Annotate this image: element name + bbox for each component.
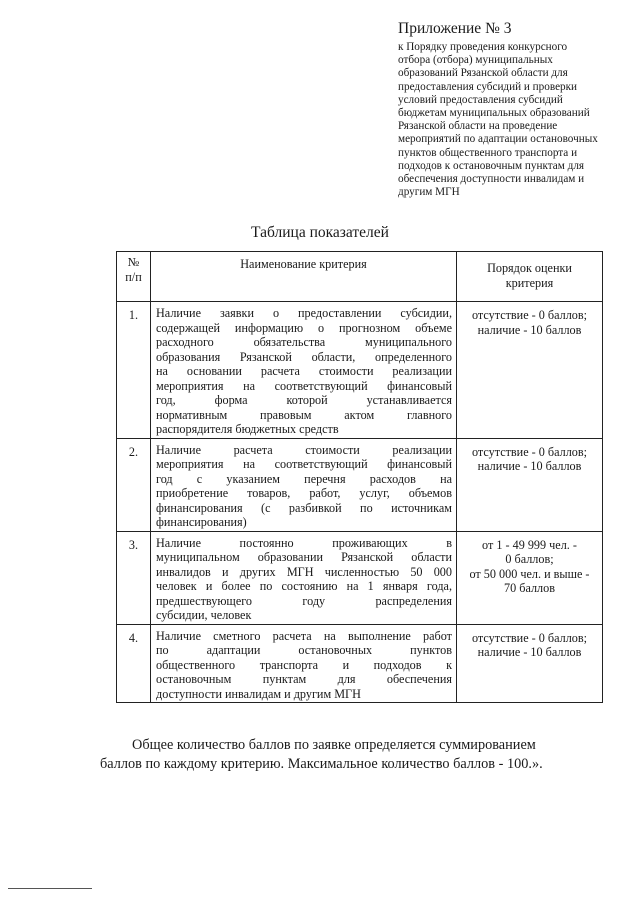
appendix-line: подходов к остановочным пунктам для [398, 159, 585, 172]
criterion-line: Наличие постоянно проживающих в [156, 535, 452, 550]
criterion-line: распорядителя бюджетных средств [156, 422, 339, 436]
table-title: Таблица показателей [251, 224, 389, 241]
evaluation-order [457, 438, 603, 531]
footnote-divider [8, 888, 92, 889]
criterion-line: год с указанием перечня расходов на [156, 471, 452, 486]
criterion-line: доступности инвалидам и другим МГН [156, 686, 361, 701]
summary-line: баллов по каждому критерию. Максимальное количество баллов - 100.». [100, 756, 543, 772]
criterion-line: расходного обязательства муниципального [156, 335, 452, 349]
order-line: наличие - 10 баллов [477, 322, 582, 337]
row-number: 3. [117, 531, 151, 624]
appendix-line: к Порядку проведения конкурсного [398, 41, 568, 53]
order-line: наличие - 10 баллов [477, 645, 582, 659]
table-row [117, 438, 603, 531]
table-header-row [117, 252, 603, 302]
order-line: 70 баллов [504, 581, 555, 595]
criteria-table [116, 251, 603, 703]
summary-paragraph [100, 736, 605, 774]
criterion-line: финансирования (с разбивкой по источникам [156, 500, 452, 515]
header-number-abbr: п/п [125, 269, 142, 284]
appendix-line: Рязанской области на проведение [398, 120, 558, 133]
criterion-text [151, 302, 457, 439]
order-line: от 1 - 49 999 чел. - [482, 537, 577, 552]
criterion-line: по адаптации остановочных пунктов [156, 643, 452, 657]
criterion-text [151, 624, 457, 703]
appendix-line: предоставления субсидий и проверки [398, 80, 578, 93]
evaluation-order [457, 302, 603, 439]
criterion-line: муниципальном образовании Рязанской области [156, 550, 452, 564]
appendix-header [398, 20, 620, 199]
criterion-line: год, форма которой устанавливается [156, 393, 452, 407]
criterion-line: нормативным правовым актом главного [156, 407, 452, 422]
appendix-line: бюджетам муниципальных образований [398, 107, 590, 120]
header-evaluation-order [457, 252, 603, 302]
header-number-symbol: № [127, 255, 140, 269]
appendix-line: условий предоставления субсидий [398, 93, 563, 106]
order-line: отсутствие - 0 баллов; [471, 444, 588, 459]
appendix-line: мероприятий по адаптации остановочных [398, 133, 598, 146]
criterion-line: общественного транспорта и подходов к [156, 657, 452, 672]
criterion-line: инвалидов и других МГН численностью 50 000 [156, 564, 452, 579]
appendix-line: образований Рязанской области для [398, 67, 568, 80]
criterion-line: приобретение товаров, работ, услуг, объемов [156, 486, 452, 500]
criterion-line: мероприятия на соответствующий финансовый [156, 378, 452, 393]
appendix-description [398, 41, 620, 199]
evaluation-order [457, 531, 603, 624]
criterion-line: человек и более по состоянию на 1 января года, [156, 579, 452, 593]
criterion-line: остановочным пунктам для обеспечения [156, 672, 452, 686]
table-row [117, 624, 603, 703]
order-line: от 50 000 чел. и выше - [469, 566, 590, 581]
header-order-line: критерия [505, 275, 554, 290]
criterion-line: предшествующего году распределения [156, 593, 452, 608]
criterion-line: субсидии, человек [156, 608, 252, 622]
criterion-line: образования Рязанской области, определенного [156, 349, 452, 364]
table-row [117, 531, 603, 624]
order-line: отсутствие - 0 баллов; [471, 630, 588, 645]
order-line: 0 баллов; [505, 552, 554, 566]
summary-line: Общее количество баллов по заявке определяется суммированием [132, 737, 536, 753]
order-line: отсутствие - 0 баллов; [471, 308, 588, 322]
appendix-line: другим МГН [398, 186, 460, 199]
row-number: 2. [117, 438, 151, 531]
criterion-line: финансирования) [156, 515, 247, 529]
order-line: наличие - 10 баллов [477, 459, 582, 473]
criterion-line: содержащей информацию о прогнозном объеме [156, 320, 452, 335]
criterion-text [151, 438, 457, 531]
criterion-line: на основании расчета стоимости реализации [156, 364, 452, 378]
evaluation-order [457, 624, 603, 703]
row-number: 4. [117, 624, 151, 703]
criterion-line: Наличие сметного расчета на выполнение работ [156, 628, 452, 643]
header-criterion-name: Наименование критерия [151, 252, 457, 302]
criterion-line: Наличие заявки о предоставлении субсидии, [156, 306, 452, 320]
header-number [117, 252, 151, 302]
criterion-line: мероприятия на соответствующий финансовый [156, 457, 452, 471]
row-number: 1. [117, 302, 151, 439]
appendix-line: пунктов общественного транспорта и [398, 146, 578, 159]
appendix-line: отбора (отбора) муниципальных [398, 54, 553, 67]
header-order-line: Порядок оценки [487, 261, 572, 275]
appendix-title: Приложение № 3 [398, 20, 512, 37]
criterion-text [151, 531, 457, 624]
appendix-line: обеспечения доступности инвалидам и [398, 173, 585, 186]
table-row [117, 302, 603, 439]
criterion-line: Наличие расчета стоимости реализации [156, 442, 452, 457]
